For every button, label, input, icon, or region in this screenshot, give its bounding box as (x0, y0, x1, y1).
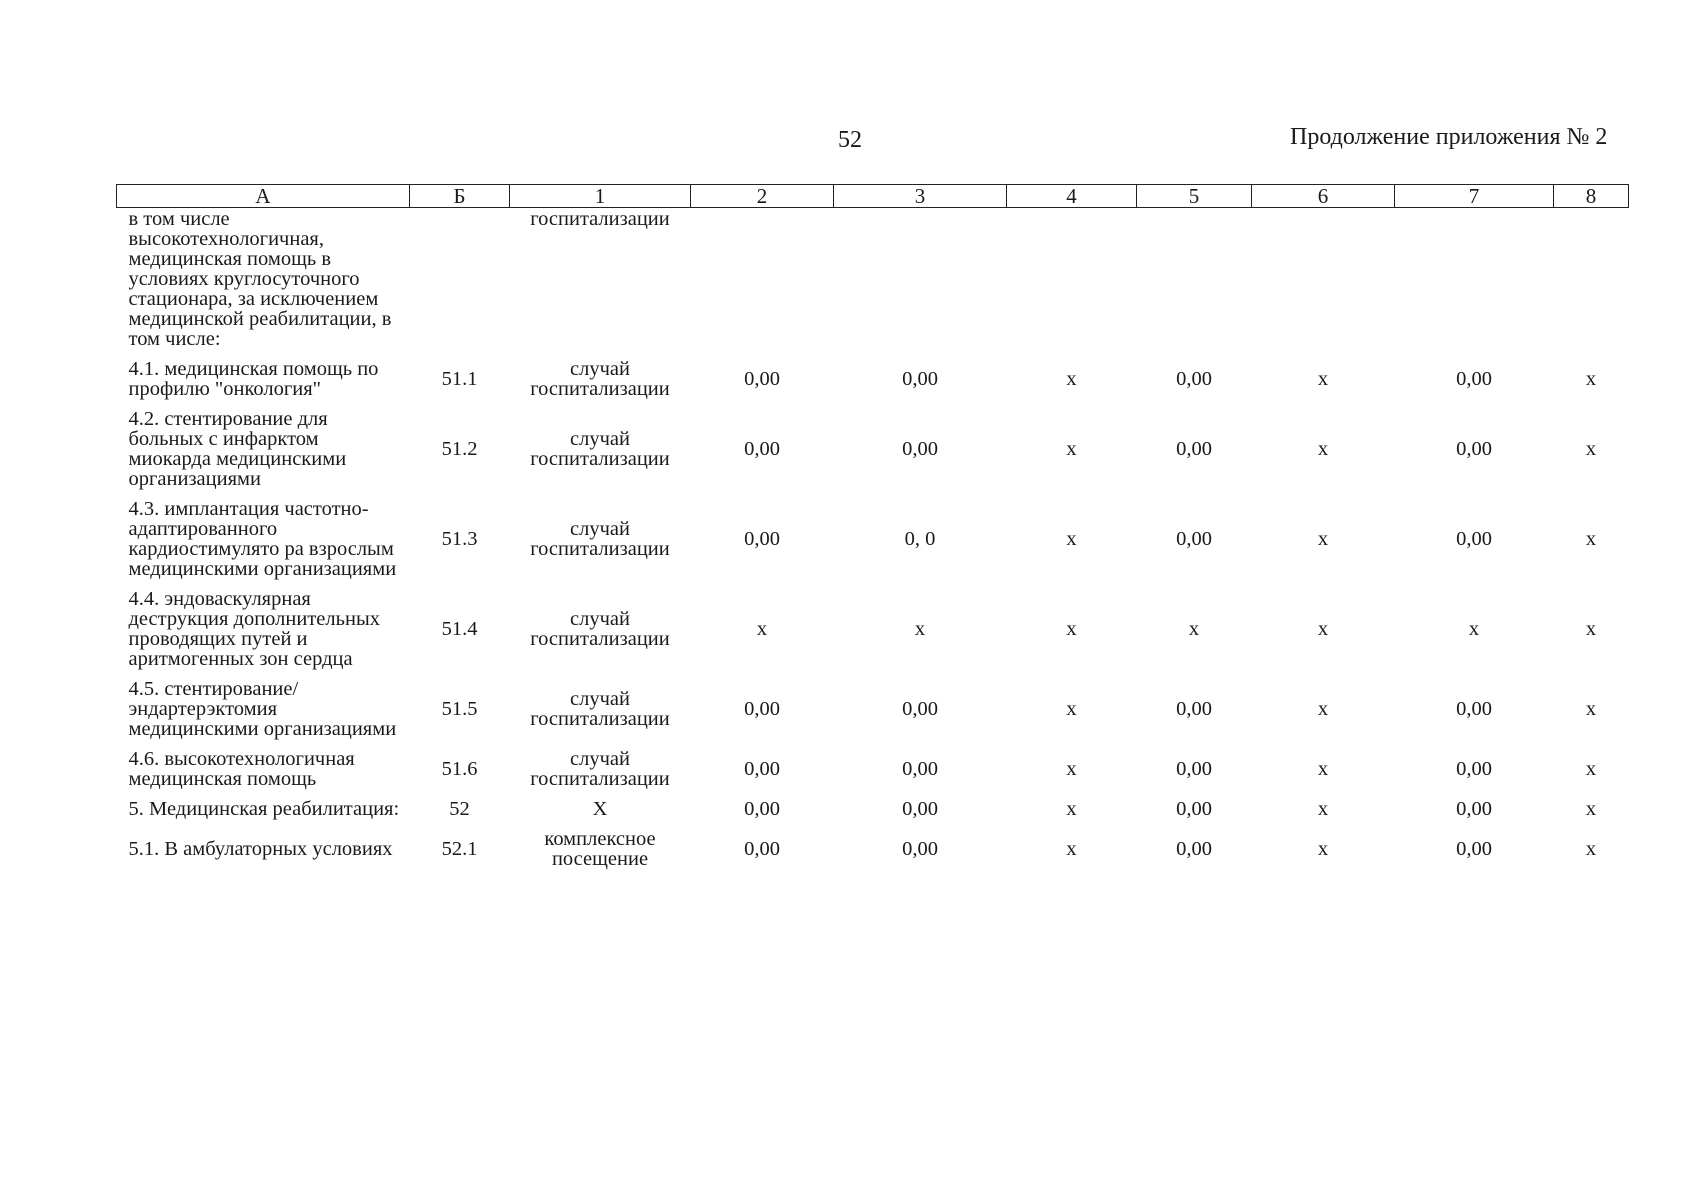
row-unit: случай госпитализации (530, 518, 670, 560)
row-col-7: 0,00 (1456, 758, 1492, 780)
row-unit: госпитализации (530, 208, 670, 230)
row-col-3: 0,00 (902, 698, 938, 720)
page-number: 52 (838, 127, 862, 153)
row-code: 52.1 (441, 838, 478, 860)
row-col-4: х (1066, 528, 1077, 550)
row-col-8 (1554, 208, 1629, 355)
row-col-7: 0,00 (1456, 528, 1492, 550)
row-code (410, 208, 510, 355)
row-col-6 (1252, 208, 1395, 355)
row-col-2: 0,00 (744, 758, 780, 780)
row-unit: Х (592, 798, 608, 820)
header-cell-3: 3 (834, 185, 1007, 208)
row-col-4: х (1066, 758, 1077, 780)
row-col-8: х (1585, 438, 1597, 460)
row-name: 4.4. эндоваскулярная деструкция дополнительных проводящих путей и аритмогенных зон сердца (128, 588, 380, 670)
row-unit: случай госпитализации (530, 358, 670, 400)
table-row (117, 824, 1629, 874)
row-col-7 (1395, 208, 1554, 355)
header-cell-2: 2 (691, 185, 834, 208)
row-col-2 (691, 208, 834, 355)
row-col-7: 0,00 (1456, 438, 1492, 460)
row-col-8: х (1585, 758, 1597, 780)
row-col-5 (1137, 208, 1252, 355)
row-col-3: 0,00 (902, 438, 938, 460)
row-code: 51.1 (441, 368, 478, 390)
header-row (117, 185, 1629, 208)
row-col-2: 0,00 (744, 698, 780, 720)
row-col-5: 0,00 (1176, 368, 1212, 390)
header-cell-7: 7 (1395, 185, 1554, 208)
row-col-4: х (1066, 798, 1077, 820)
header-cell-5: 5 (1137, 185, 1252, 208)
header-cell-b: Б (410, 185, 510, 208)
row-col-3: 0,00 (902, 368, 938, 390)
row-col-2: 0,00 (744, 798, 780, 820)
row-col-4: х (1066, 618, 1077, 640)
row-name: 5. Медицинская реабилитация: (128, 798, 400, 820)
row-col-8: х (1585, 838, 1597, 860)
row-col-5: 0,00 (1176, 528, 1212, 550)
row-name: 4.5. стентирование/ эндартерэктомия медицинскими организациями (128, 678, 397, 740)
data-table (116, 184, 1629, 874)
table-row (117, 354, 1629, 404)
row-col-5: 0,00 (1176, 698, 1212, 720)
row-col-3: 0,00 (902, 838, 938, 860)
table-row (117, 404, 1629, 494)
row-col-2: 0,00 (744, 368, 780, 390)
row-col-6: х (1317, 838, 1329, 860)
row-code: 51.5 (441, 698, 478, 720)
row-col-4 (1007, 208, 1137, 355)
row-name: 5.1. В амбулаторных условиях (128, 838, 393, 860)
row-col-2: 0,00 (744, 438, 780, 460)
row-code: 51.6 (441, 758, 478, 780)
row-col-3: х (914, 618, 926, 640)
row-col-3: 0, 0 (904, 528, 936, 550)
row-col-7: 0,00 (1456, 798, 1492, 820)
row-col-7: х (1468, 618, 1480, 640)
row-col-7: 0,00 (1456, 698, 1492, 720)
header-cell-6: 6 (1252, 185, 1395, 208)
row-col-2: х (756, 618, 768, 640)
row-col-8: х (1585, 368, 1597, 390)
row-col-6: х (1317, 698, 1329, 720)
row-col-6: х (1317, 758, 1329, 780)
row-col-5: 0,00 (1176, 758, 1212, 780)
row-col-6: х (1317, 528, 1329, 550)
row-col-2: 0,00 (744, 838, 780, 860)
row-code: 51.4 (441, 618, 478, 640)
row-name: в том числе высокотехнологичная, медицинская помощь в условиях круглосуточного стационара, за исключением медицинской реабилитации, в том числе: (128, 208, 392, 350)
row-col-5: 0,00 (1176, 798, 1212, 820)
table-row (117, 584, 1629, 674)
row-unit: комплексное посещение (544, 828, 656, 870)
row-col-6: х (1317, 798, 1329, 820)
header-cell-a: А (117, 185, 410, 208)
row-col-3 (834, 208, 1007, 355)
row-code: 52 (449, 798, 470, 820)
row-col-6: х (1317, 438, 1329, 460)
row-col-3: 0,00 (902, 758, 938, 780)
table-row (117, 744, 1629, 794)
row-col-3: 0,00 (902, 798, 938, 820)
row-unit: случай госпитализации (530, 608, 670, 650)
row-col-8: х (1585, 698, 1597, 720)
row-name: 4.1. медицинская помощь по профилю "онкология" (128, 358, 379, 400)
row-col-4: х (1066, 368, 1077, 390)
row-col-8: х (1585, 528, 1597, 550)
row-col-4: х (1066, 838, 1077, 860)
row-col-8: х (1585, 798, 1597, 820)
row-name: 4.2. стентирование для больных с инфарктом миокарда медицинскими организациями (128, 408, 347, 490)
row-name: 4.3. имплантация частотно-адаптированного кардиостимулято ра взрослым медицинскими организациями (128, 498, 397, 580)
header-cell-8: 8 (1554, 185, 1629, 208)
row-code: 51.2 (441, 438, 478, 460)
row-unit: случай госпитализации (530, 428, 670, 470)
header-cell-4: 4 (1007, 185, 1137, 208)
row-col-6: х (1317, 618, 1329, 640)
table-row (117, 794, 1629, 824)
row-col-2: 0,00 (744, 528, 780, 550)
row-col-6: х (1317, 368, 1329, 390)
table-row (117, 494, 1629, 584)
row-code: 51.3 (441, 528, 478, 550)
row-col-5: 0,00 (1176, 438, 1212, 460)
table-row (117, 208, 1629, 355)
row-name: 4.6. высокотехнологичная медицинская помощь (128, 748, 355, 790)
table-row (117, 674, 1629, 744)
row-col-5: 0,00 (1176, 838, 1212, 860)
row-col-7: 0,00 (1456, 368, 1492, 390)
appendix-note: Продолжение приложения № 2 (1290, 124, 1608, 150)
row-unit: случай госпитализации (530, 748, 670, 790)
row-col-4: х (1066, 438, 1077, 460)
row-col-8: х (1585, 618, 1597, 640)
row-unit: случай госпитализации (530, 688, 670, 730)
row-col-4: х (1066, 698, 1077, 720)
header-cell-1: 1 (510, 185, 691, 208)
row-col-7: 0,00 (1456, 838, 1492, 860)
row-col-5: х (1188, 618, 1200, 640)
